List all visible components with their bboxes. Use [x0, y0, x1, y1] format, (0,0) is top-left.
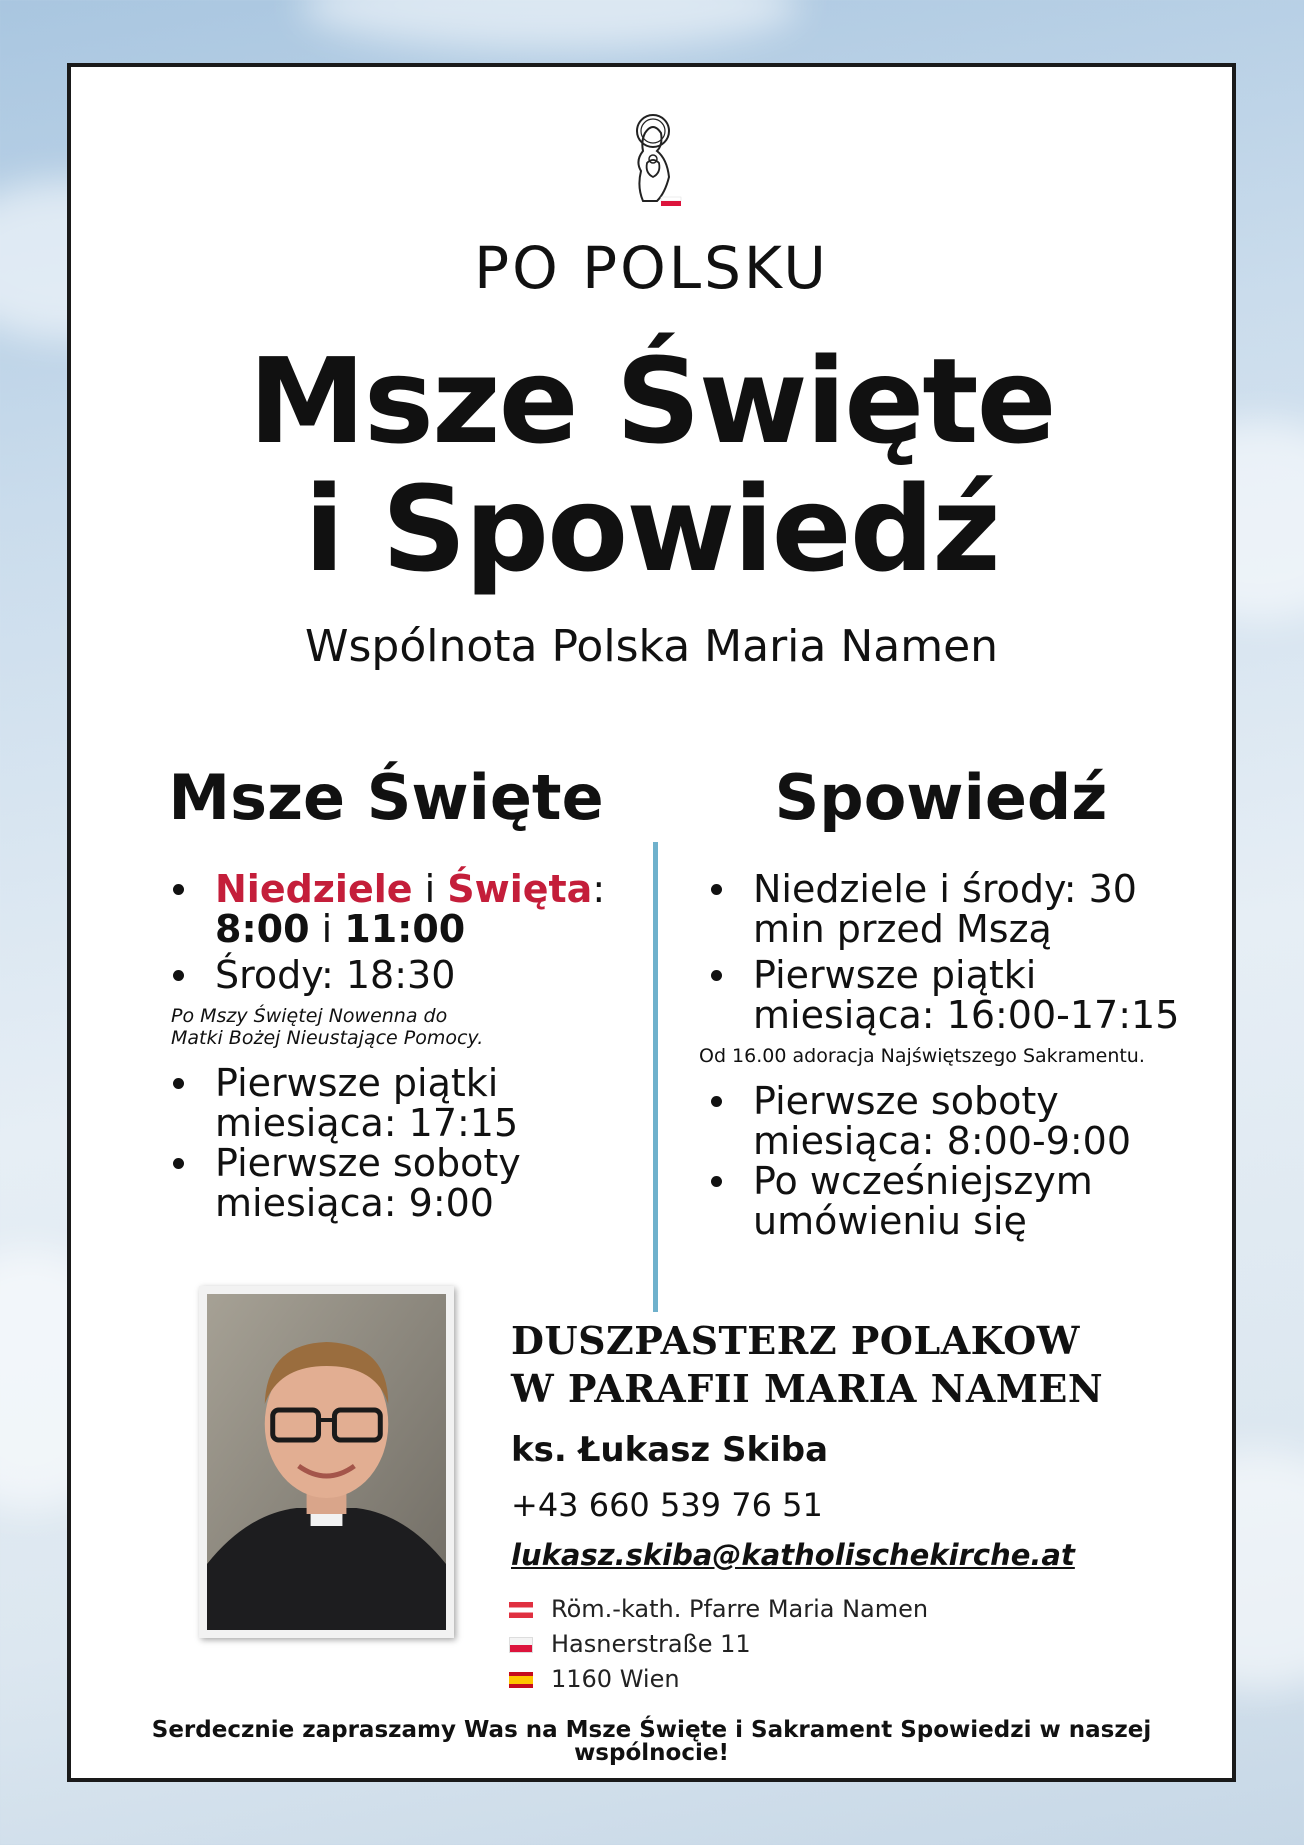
pastor-info — [511, 1317, 1211, 1575]
list-item: Po wcześniejszym umówieniu się — [699, 1161, 1219, 1241]
address-block — [509, 1592, 1109, 1697]
list-item: Niedziele i środy: 30 min przed Mszą — [699, 869, 1219, 949]
address-line: Röm.-kath. Pfarre Maria Namen — [551, 1595, 929, 1623]
list-item: Pierwsze soboty miesiąca: 8:00-9:00 — [699, 1081, 1219, 1161]
madonna-logo-icon — [623, 111, 687, 211]
list-item: Pierwsze piątki miesiąca: 17:15 — [161, 1063, 681, 1143]
list-item: Środy: 18:30 — [161, 955, 681, 995]
spain-flag-icon — [509, 1672, 533, 1688]
address-line: 1160 Wien — [551, 1665, 680, 1693]
poland-flag-icon — [509, 1637, 533, 1653]
list-item: Pierwsze piątki miesiąca: 16:00-17:15 — [699, 955, 1219, 1035]
pastor-photo — [207, 1294, 446, 1630]
pastor-title-line: DUSZPASTERZ POLAKOW — [511, 1318, 1080, 1363]
adoration-note: Od 16.00 adoracja Najświętszego Sakramentu. — [699, 1045, 1145, 1067]
list-item: Pierwsze soboty miesiąca: 9:00 — [161, 1143, 681, 1223]
list-item — [161, 869, 681, 949]
confession-heading: Spowiedź — [774, 761, 1108, 834]
pastor-phone[interactable]: +43 660 539 76 51 — [511, 1486, 823, 1524]
address-row — [509, 1592, 1109, 1627]
title-line-2: i Spowiedź — [304, 460, 999, 598]
pastor-email-link[interactable]: lukasz.skiba@katholischekirche.at — [511, 1538, 1075, 1572]
masses-list — [161, 869, 681, 1223]
kicker: PO POLSKU — [474, 234, 829, 302]
pastor-photo-frame — [199, 1286, 454, 1638]
time-value: 11:00 — [344, 907, 466, 951]
poster — [67, 63, 1236, 1782]
austria-flag-icon — [509, 1602, 533, 1618]
footer-invitation: Serdecznie zapraszamy Was na Msze Święte i Sakrament Spowiedzi w naszej wspólnocie! — [151, 1717, 1152, 1766]
join-text: i — [309, 907, 345, 951]
pastor-title-line: W PARAFII MARIA NAMEN — [511, 1366, 1104, 1411]
pastor-title — [511, 1317, 1211, 1413]
cloud — [300, 0, 800, 50]
pastor-name: ks. Łukasz Skiba — [511, 1430, 829, 1470]
holidays-label: Święta — [447, 867, 593, 911]
colon-text: : — [592, 867, 606, 911]
title-line-1: Msze Święte — [248, 332, 1055, 470]
page-title — [71, 332, 1232, 598]
note-line: Matki Bożej Nieustające Pomocy. — [171, 1027, 484, 1049]
address-line: Hasnerstraße 11 — [551, 1630, 751, 1658]
masses-heading: Msze Święte — [168, 761, 604, 834]
sundays-label: Niedziele — [215, 867, 413, 911]
address-row — [509, 1662, 1109, 1697]
time-value: 8:00 — [215, 907, 310, 951]
confession-list — [699, 869, 1219, 1241]
novena-note — [161, 1005, 681, 1049]
subtitle: Wspólnota Polska Maria Namen — [304, 621, 999, 672]
join-text: i — [412, 867, 448, 911]
address-row — [509, 1627, 1109, 1662]
note-line: Po Mszy Świętej Nowenna do — [171, 1005, 448, 1027]
